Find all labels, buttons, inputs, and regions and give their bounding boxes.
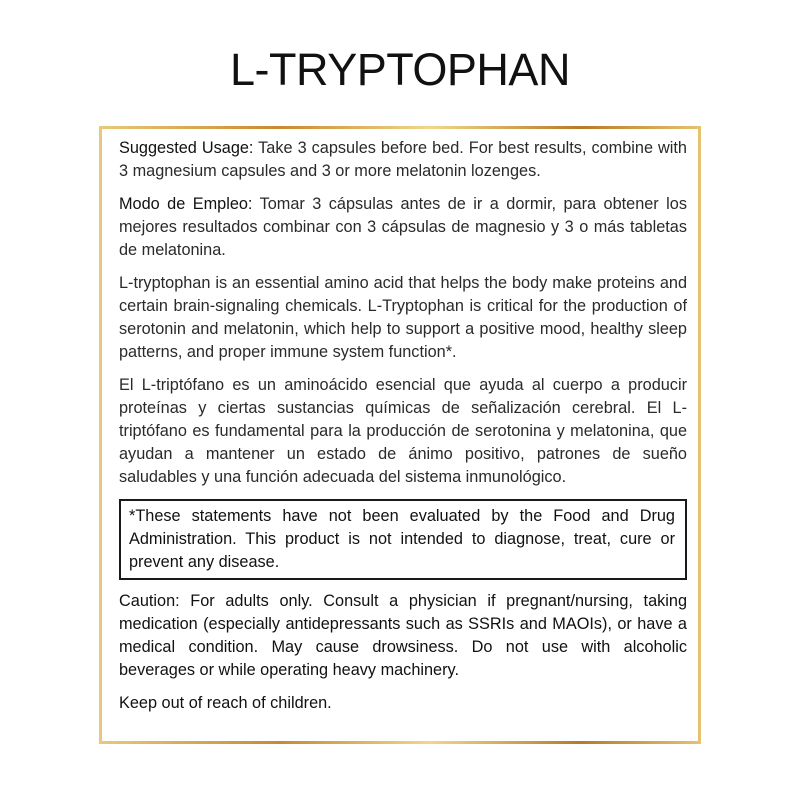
usage-english-label: Suggested Usage: — [119, 139, 254, 157]
fda-disclaimer-box: *These statements have not been evaluated by the Food and Drug Administration. This product is not intended to diagnose, treat, cure or prevent any disease. — [119, 499, 687, 580]
page-title: L-TRYPTOPHAN — [230, 44, 570, 95]
usage-spanish — [119, 193, 687, 262]
label-frame — [99, 126, 701, 744]
label-content — [119, 137, 687, 715]
description-english: L-tryptophan is an essential amino acid that helps the body make proteins and certain brain-signaling chemicals. L-Tryptophan is critical for the production of serotonin and melatonin, which help to support a positive mood, healthy sleep patterns, and proper immune system function*. — [119, 274, 687, 361]
usage-english — [119, 137, 687, 183]
usage-english-text: Take 3 capsules before bed. For best results, combine with 3 magnesium capsules and 3 or more melatonin lozenges. — [119, 139, 687, 180]
caution-warning: Caution: For adults only. Consult a physician if pregnant/nursing, taking medication (especially antidepressants such as SSRIs and MAOIs), or have a medical condition. May cause drowsiness. Do not use with alcoholic beverages or while operating heavy machinery. — [119, 592, 687, 679]
description-spanish: El L-triptófano es un aminoácido esencial que ayuda al cuerpo a producir proteínas y ciertas sustancias químicas de señalización cerebral. El L-triptófano es fundamental para la producción de serotonina y melatonina, que ayudan a mantener un estado de ánimo positivo, patrones de sueño saludables y una función adecuada del sistema inmunológico. — [119, 376, 687, 486]
usage-spanish-text: Tomar 3 cápsulas antes de ir a dormir, para obtener los mejores resultados combinar con 3 cápsulas de magnesio y 3 o más tabletas de melatonina. — [119, 195, 687, 259]
keep-away-warning: Keep out of reach of children. — [119, 694, 332, 712]
usage-spanish-label: Modo de Empleo: — [119, 195, 253, 213]
